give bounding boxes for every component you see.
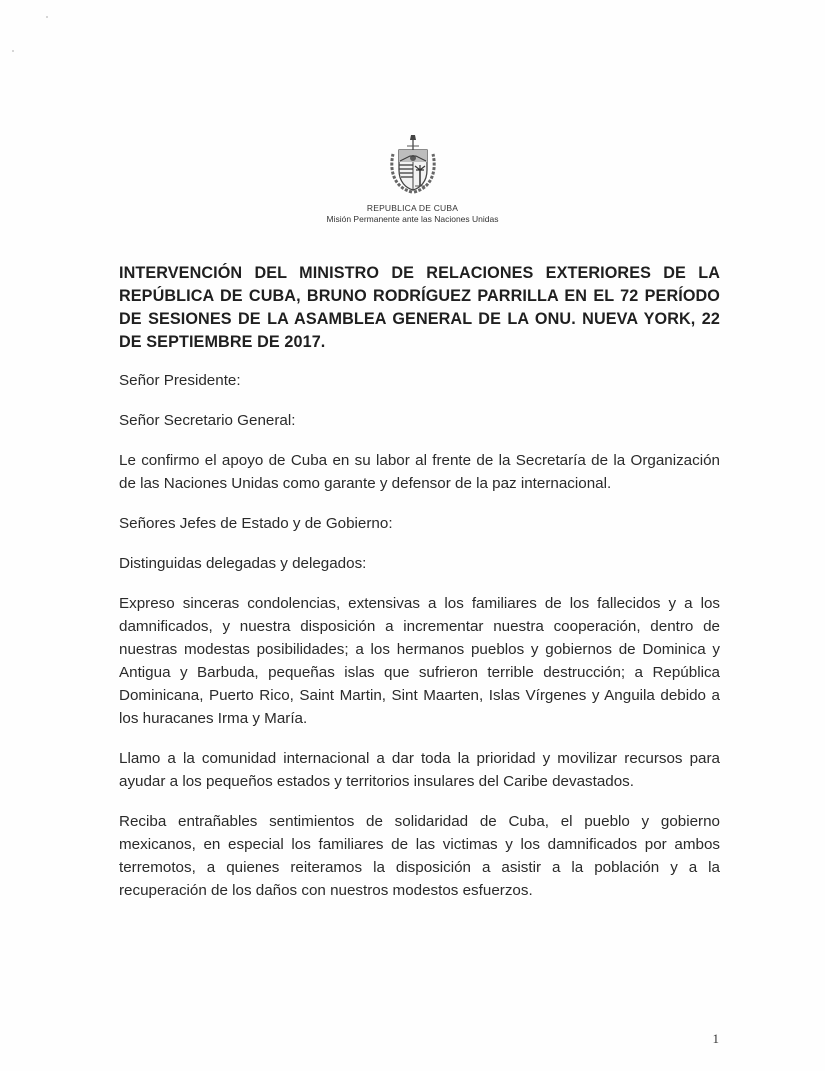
document-body: [119, 262, 720, 919]
page-number: 1: [712, 1031, 719, 1046]
coat-of-arms-icon: [385, 132, 441, 202]
scan-speck: [12, 50, 14, 52]
paragraph-condolences: Expreso sinceras condolencias, extensivas a los familiares de los fallecidos y a los damnificados, y nuestra disposición a incrementar nuestra cooperación, dentro de nuestras modestas posibilidades; a los hermanos pueblos y gobiernos de Dominica y Antigua y Barbuda, pequeñas islas que sufrieron terrible destrucción; a República Dominicana, Puerto Rico, Saint Martin, Sint Maarten, Islas Vírgenes y Anguila debido a los huracanes Irma y María.: [119, 595, 720, 727]
salutation-secretary-general: Señor Secretario General:: [119, 412, 296, 429]
salutation-president: Señor Presidente:: [119, 372, 241, 389]
salutation-delegates: Distinguidas delegadas y delegados:: [119, 555, 367, 572]
document-title: INTERVENCIÓN DEL MINISTRO DE RELACIONES EXTERIORES DE LA REPÚBLICA DE CUBA, BRUNO RODRÍGUEZ PARRILLA EN EL 72 PERÍODO DE SESIONES DE LA ASAMBLEA GENERAL DE LA ONU. NUEVA YORK, 22 DE SEPTIEMBRE DE 2017.: [119, 264, 720, 351]
scan-speck: [46, 16, 48, 18]
org-name: REPUBLICA DE CUBA: [366, 203, 459, 213]
salutation-heads-of-state: Señores Jefes de Estado y de Gobierno:: [119, 515, 393, 532]
paragraph-appeal: Llamo a la comunidad internacional a dar toda la prioridad y movilizar recursos para ayudar a los pequeños estados y territorios insulares del Caribe devastados.: [119, 750, 720, 790]
letterhead: [0, 132, 825, 224]
org-subtitle: Misión Permanente ante las Naciones Unidas: [326, 214, 499, 224]
paragraph-solidarity: Reciba entrañables sentimientos de solidaridad de Cuba, el pueblo y gobierno mexicanos, en especial los familiares de las victimas y los damnificados por ambos terremotos, a quienes reiteramos la disposición a asistir a la población y a la recuperación de los daños con nuestros modestos esfuerzos.: [119, 813, 720, 899]
paragraph-support: Le confirmo el apoyo de Cuba en su labor al frente de la Secretaría de la Organización de las Naciones Unidas como garante y defensor de la paz internacional.: [119, 452, 720, 492]
